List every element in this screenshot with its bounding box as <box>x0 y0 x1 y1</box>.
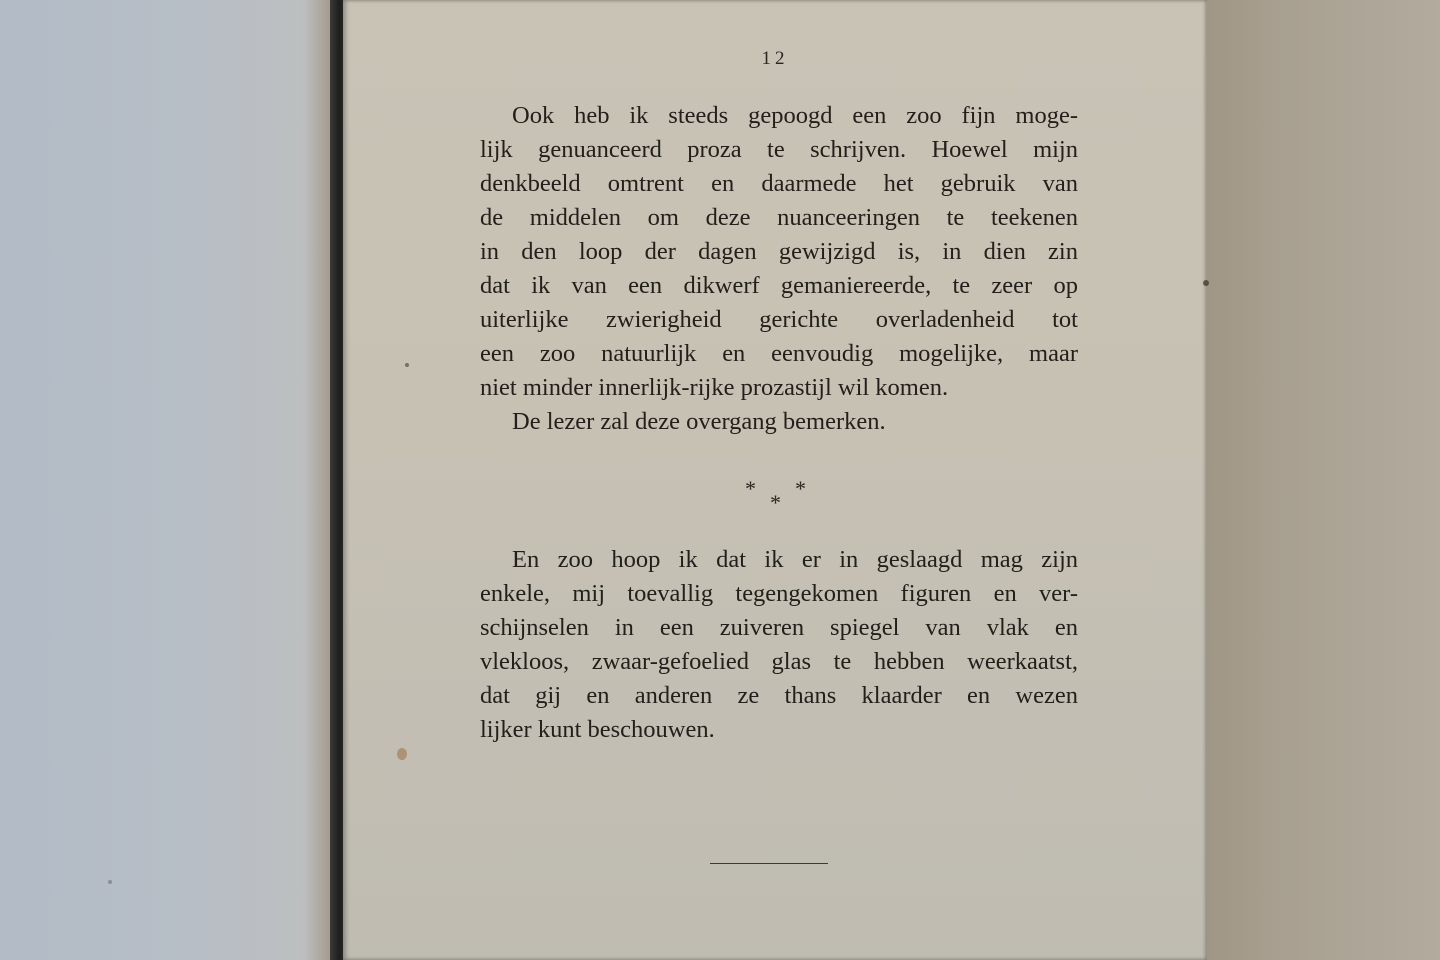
text-line: vlekloos, zwaar-gefoelied glas te hebben weerkaatst, <box>480 648 1078 675</box>
text-line: uiterlijke zwierigheid gerichte overladenheid tot <box>480 306 1078 333</box>
paper-speck <box>108 880 112 884</box>
end-rule-divider <box>710 863 828 864</box>
paper-speck <box>405 363 409 367</box>
text-line: lijk genuanceerd proza te schrijven. Hoewel mijn <box>480 136 1078 163</box>
paragraph-block-bottom <box>480 543 1078 747</box>
foxing-stain <box>397 748 407 760</box>
text-line: Ook heb ik steeds gepoogd een zoo fijn moge- <box>512 102 1078 129</box>
background-surface-left <box>0 0 330 960</box>
section-break-asterism <box>343 472 1207 515</box>
text-line: En zoo hoop ik dat ik er in geslaagd mag zijn <box>512 546 1078 573</box>
text-line: denkbeeld omtrent en daarmede het gebruik van <box>480 170 1078 197</box>
book-page <box>343 0 1207 960</box>
paragraph-block-top <box>480 99 1078 439</box>
asterisk: * <box>770 490 781 515</box>
text-line: niet minder innerlijk-rijke prozastijl wil komen. <box>480 374 949 401</box>
background-page-right <box>1205 0 1440 960</box>
text-line: De lezer zal deze overgang bemerken. <box>512 408 886 435</box>
text-line: lijker kunt beschouwen. <box>480 716 715 743</box>
paper-speck <box>1203 280 1209 286</box>
text-line: de middelen om deze nuanceeringen te teekenen <box>480 204 1078 231</box>
text-line: dat ik van een dikwerf gemaniereerde, te zeer op <box>480 272 1078 299</box>
asterisk: * <box>795 476 806 501</box>
text-line: schijnselen in een zuiveren spiegel van vlak en <box>480 614 1078 641</box>
text-line: enkele, mij toevallig tegengekomen figuren en ver- <box>480 580 1078 607</box>
text-line: een zoo natuurlijk en eenvoudig mogelijke, maar <box>480 340 1078 367</box>
text-line: in den loop der dagen gewijzigd is, in dien zin <box>480 238 1078 265</box>
page-number: 12 <box>761 48 789 69</box>
text-line: dat gij en anderen ze thans klaarder en wezen <box>480 682 1078 709</box>
asterisk: * <box>745 476 756 501</box>
